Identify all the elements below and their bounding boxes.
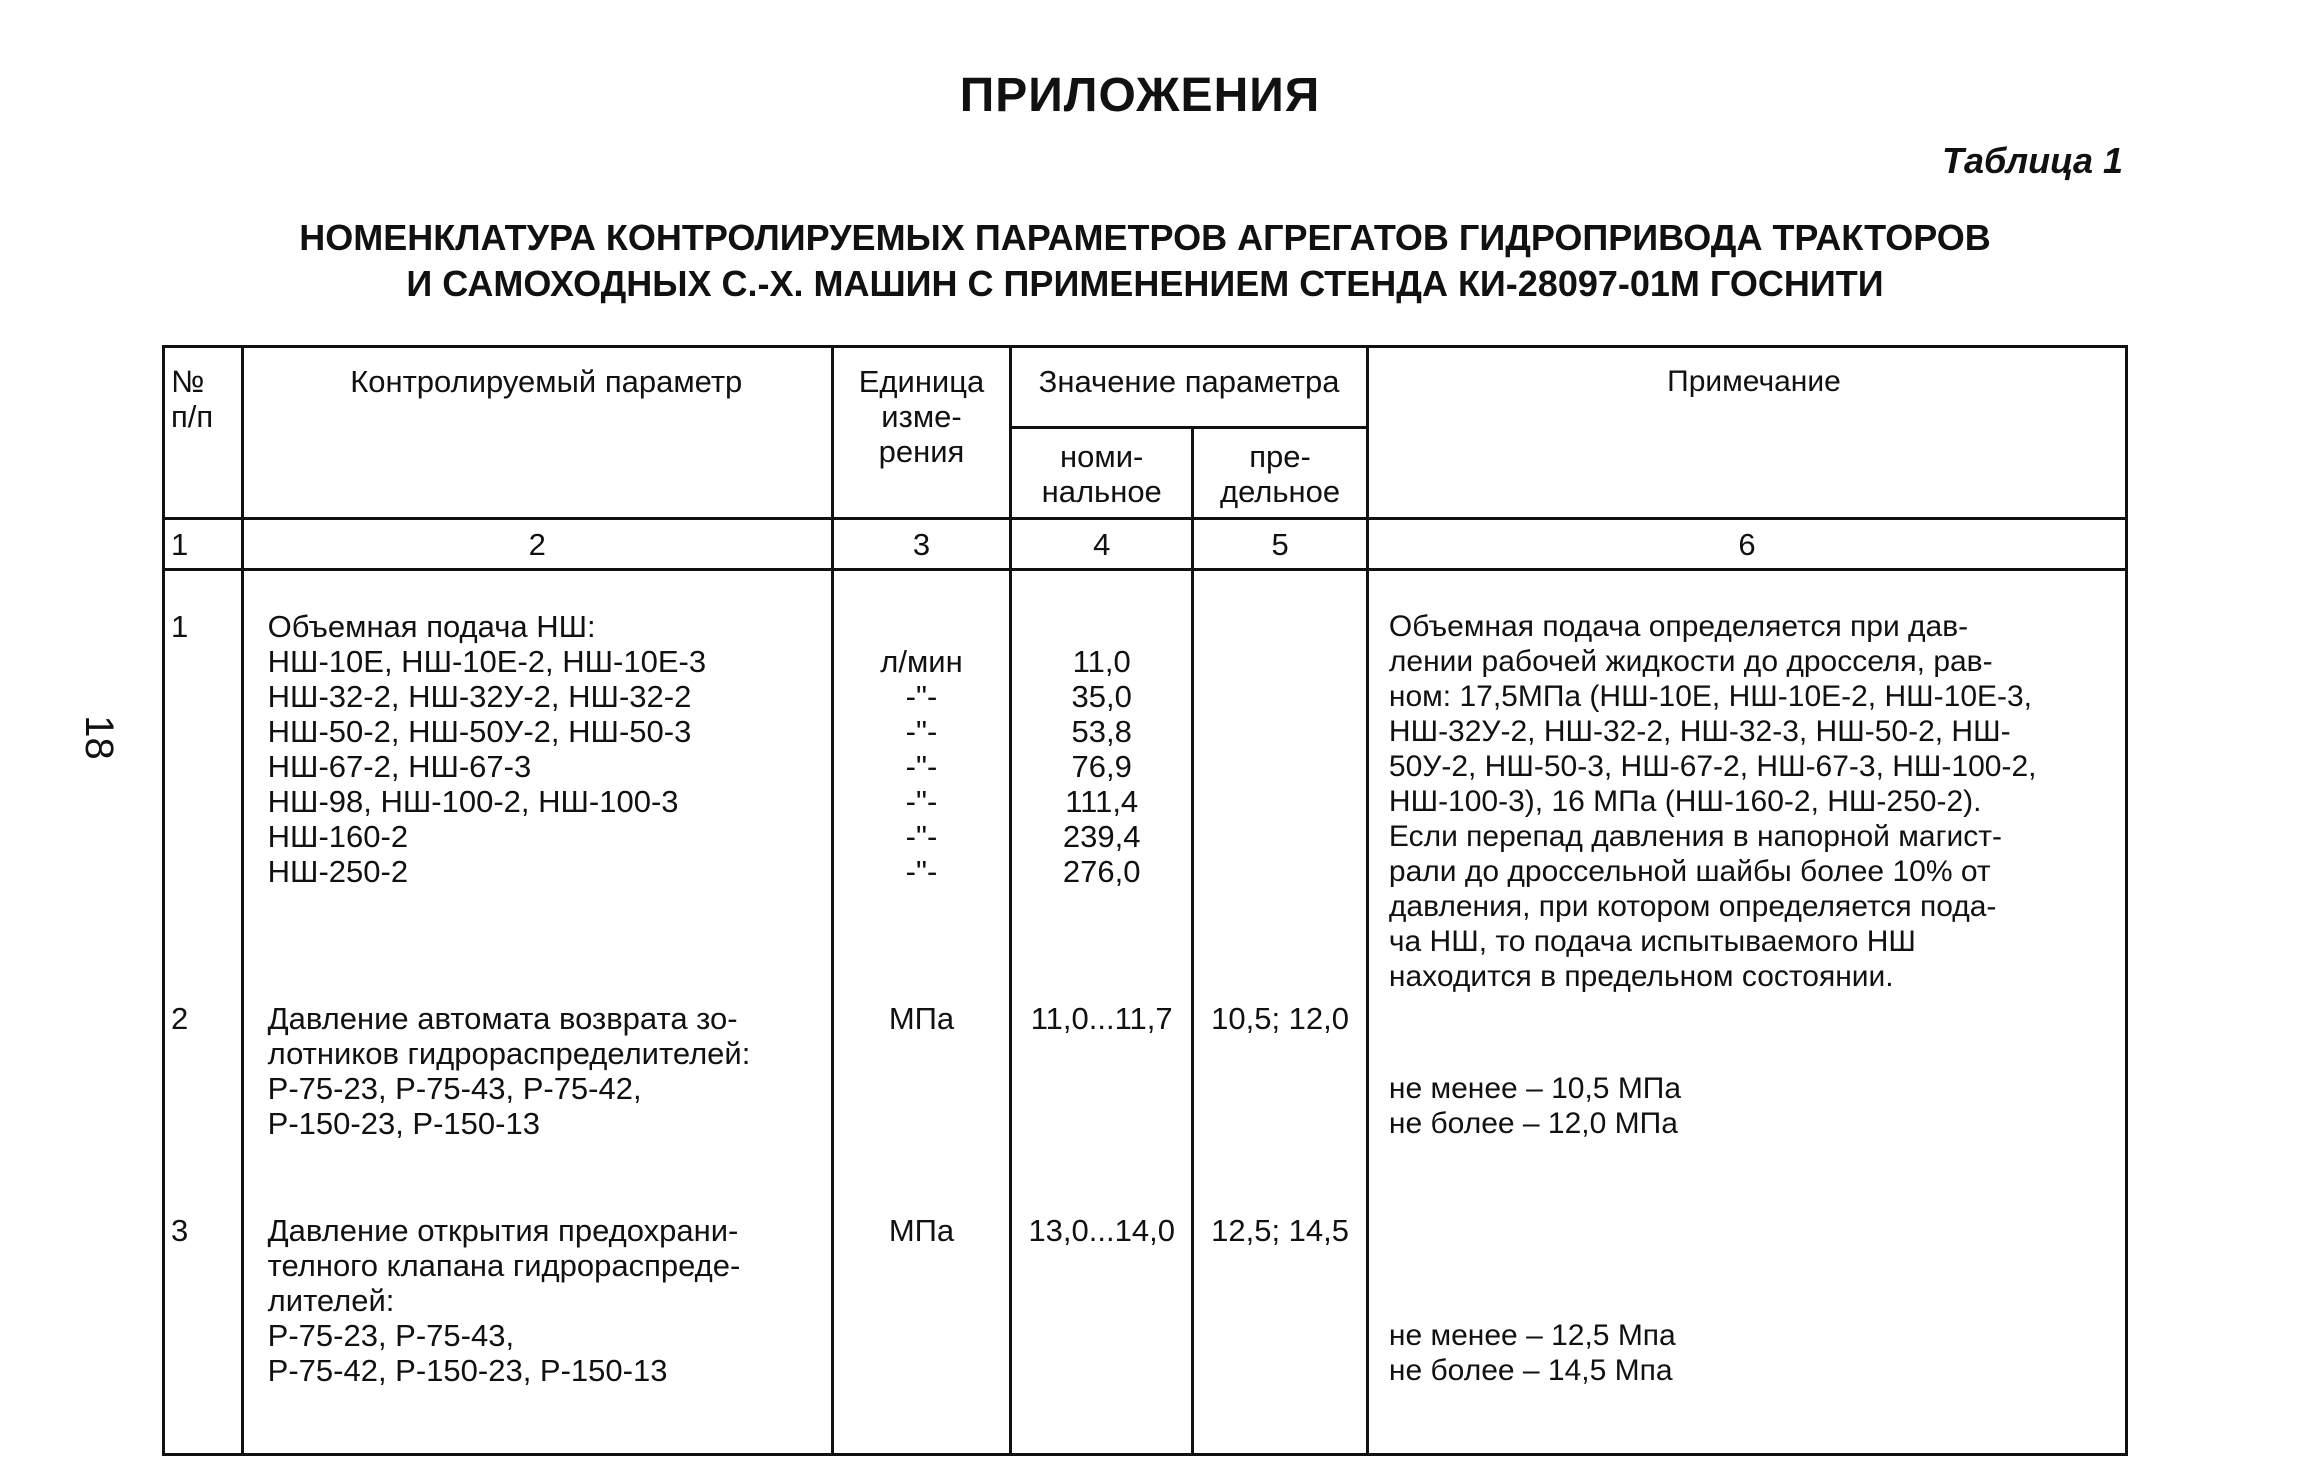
page-number: 18 [76, 715, 121, 760]
table-row [164, 570, 2127, 1002]
table-heading-line1: НОМЕНКЛАТУРА КОНТРОЛИРУЕМЫХ ПАРАМЕТРОВ АГРЕГАТОВ ГИДРОПРИВОДА ТРАКТОРОВ [299, 217, 1991, 258]
header-row [164, 347, 2127, 428]
nominal-line: 111,4 [1065, 784, 1139, 819]
col-number-1: 1 [164, 519, 243, 570]
note-line: не менее – 10,5 МПа [1388, 1072, 1682, 1105]
table-heading [0, 215, 2290, 307]
header-limit-line1: пре- [1249, 439, 1311, 474]
header-nominal [1011, 428, 1193, 519]
row-limit [1193, 570, 1368, 1002]
note-line: не более – 12,0 МПа [1388, 1107, 1678, 1140]
header-nominal-line1: номи- [1060, 439, 1144, 474]
note-line: давления, при котором определяется пода- [1388, 890, 1997, 923]
nominal-line: 76,9 [1071, 749, 1132, 784]
note-line: ном: 17,5МПа (НШ-10Е, НШ-10Е-2, НШ-10Е-3, [1388, 680, 2033, 713]
param-line: лотников гидрораспределителей: [267, 1036, 751, 1071]
unit-line [840, 609, 1003, 644]
nominal-line: 53,8 [1071, 714, 1132, 749]
note-line: не более – 14,5 Мпа [1388, 1354, 1673, 1387]
param-line: Давление открытия предохрани- [267, 1213, 739, 1248]
param-line: НШ-32-2, НШ-32У-2, НШ-32-2 [267, 679, 692, 714]
param-line: НШ-250-2 [267, 854, 409, 889]
nominal-line: 239,4 [1062, 819, 1141, 854]
header-note: Примечание [1367, 347, 2126, 519]
note-line [1389, 1036, 2119, 1071]
header-unit-line1: Единица [858, 364, 985, 399]
header-unit-line2: изме- [881, 399, 962, 434]
header-param: Контролируемый параметр [242, 347, 832, 519]
row-nominal: 11,0...11,7 [1011, 1001, 1193, 1213]
unit-line: -"- [905, 749, 938, 784]
note-line: находится в предельном состоянии. [1388, 960, 1894, 993]
table-label: Таблица 1 [1941, 140, 2123, 181]
unit-line: -"- [905, 819, 938, 854]
param-line: Объемная подача НШ: [267, 609, 596, 644]
param-line: НШ-10Е, НШ-10Е-2, НШ-10Е-3 [267, 644, 707, 679]
row-param [242, 1213, 832, 1455]
unit-line: л/мин [880, 644, 963, 679]
unit-line: -"- [905, 784, 938, 819]
col-number-6: 6 [1367, 519, 2126, 570]
header-nominal-line2: нальное [1041, 474, 1162, 509]
header-no-line1: № [171, 364, 205, 399]
row-unit: МПа [832, 1001, 1010, 1213]
note-line [1389, 1001, 2119, 1036]
note-line: НШ-100-3), 16 МПа (НШ-160-2, НШ-250-2). [1388, 785, 1982, 818]
note-line [1389, 1213, 2119, 1248]
param-line: Давление автомата возврата зо- [267, 1001, 738, 1036]
unit-line: -"- [905, 714, 938, 749]
unit-line: -"- [905, 854, 938, 889]
param-line: лителей: [267, 1283, 395, 1318]
header-unit-line3: рения [878, 434, 965, 469]
page-title: ПРИЛОЖЕНИЯ [959, 69, 1321, 122]
row-limit: 12,5; 14,5 [1193, 1213, 1368, 1455]
row-note [1367, 570, 2126, 1002]
row-param [242, 1001, 832, 1213]
col-number-2: 2 [242, 519, 832, 570]
table-heading-line2: И САМОХОДНЫХ С.-Х. МАШИН С ПРИМЕНЕНИЕМ СТЕНДА КИ-28097-01М ГОСНИТИ [406, 263, 1884, 304]
row-note [1367, 1213, 2126, 1455]
note-line: лении рабочей жидкости до дросселя, рав- [1388, 645, 1993, 678]
row-limit: 10,5; 12,0 [1193, 1001, 1368, 1213]
parameters-table [162, 345, 2128, 1456]
note-line: НШ-32У-2, НШ-32-2, НШ-32-3, НШ-50-2, НШ- [1388, 715, 2011, 748]
param-line: НШ-50-2, НШ-50У-2, НШ-50-3 [267, 714, 692, 749]
row-note [1367, 1001, 2126, 1213]
row-nominal: 13,0...14,0 [1011, 1213, 1193, 1455]
note-line: Объемная подача определяется при дав- [1388, 610, 1969, 643]
nominal-line: 35,0 [1071, 679, 1132, 714]
row-no: 3 [164, 1213, 243, 1455]
row-param [242, 570, 832, 1002]
col-number-3: 3 [832, 519, 1010, 570]
note-line [1389, 1283, 2119, 1318]
header-unit [832, 347, 1010, 519]
nominal-line: 276,0 [1062, 854, 1141, 889]
row-unit [832, 570, 1010, 1002]
header-value-group: Значение параметра [1011, 347, 1368, 428]
param-line: НШ-98, НШ-100-2, НШ-100-3 [267, 784, 679, 819]
table-row [164, 1001, 2127, 1213]
column-number-row [164, 519, 2127, 570]
col-number-5: 5 [1193, 519, 1368, 570]
unit-line: -"- [905, 679, 938, 714]
param-line: Р-75-42, Р-150-23, Р-150-13 [267, 1353, 668, 1388]
note-line: Если перепад давления в напорной магист- [1388, 820, 2003, 853]
param-line: НШ-160-2 [267, 819, 409, 854]
nominal-line: 11,0 [1072, 644, 1131, 679]
param-line: Р-75-23, Р-75-43, Р-75-42, [267, 1071, 642, 1106]
header-limit [1193, 428, 1368, 519]
note-line: рали до дроссельной шайбы более 10% от [1388, 855, 1991, 888]
note-line [1389, 1248, 2119, 1283]
row-no: 1 [164, 570, 243, 1002]
header-limit-line2: дельное [1219, 474, 1341, 509]
param-line: Р-150-23, Р-150-13 [267, 1106, 540, 1141]
param-line: телного клапана гидрораспреде- [267, 1248, 741, 1283]
row-nominal [1011, 570, 1193, 1002]
col-number-4: 4 [1011, 519, 1193, 570]
param-line: НШ-67-2, НШ-67-3 [267, 749, 532, 784]
note-line: 50У-2, НШ-50-3, НШ-67-2, НШ-67-3, НШ-100-2, [1388, 750, 2037, 783]
note-line: не менее – 12,5 Мпа [1388, 1319, 1676, 1352]
note-line: ча НШ, то подача испытываемого НШ [1388, 925, 1916, 958]
row-no: 2 [164, 1001, 243, 1213]
header-no-line2: п/п [171, 399, 214, 434]
header-no [164, 347, 243, 519]
nominal-line [1018, 609, 1185, 644]
table-row [164, 1213, 2127, 1455]
param-line: Р-75-23, Р-75-43, [267, 1318, 515, 1353]
row-unit: МПа [832, 1213, 1010, 1455]
